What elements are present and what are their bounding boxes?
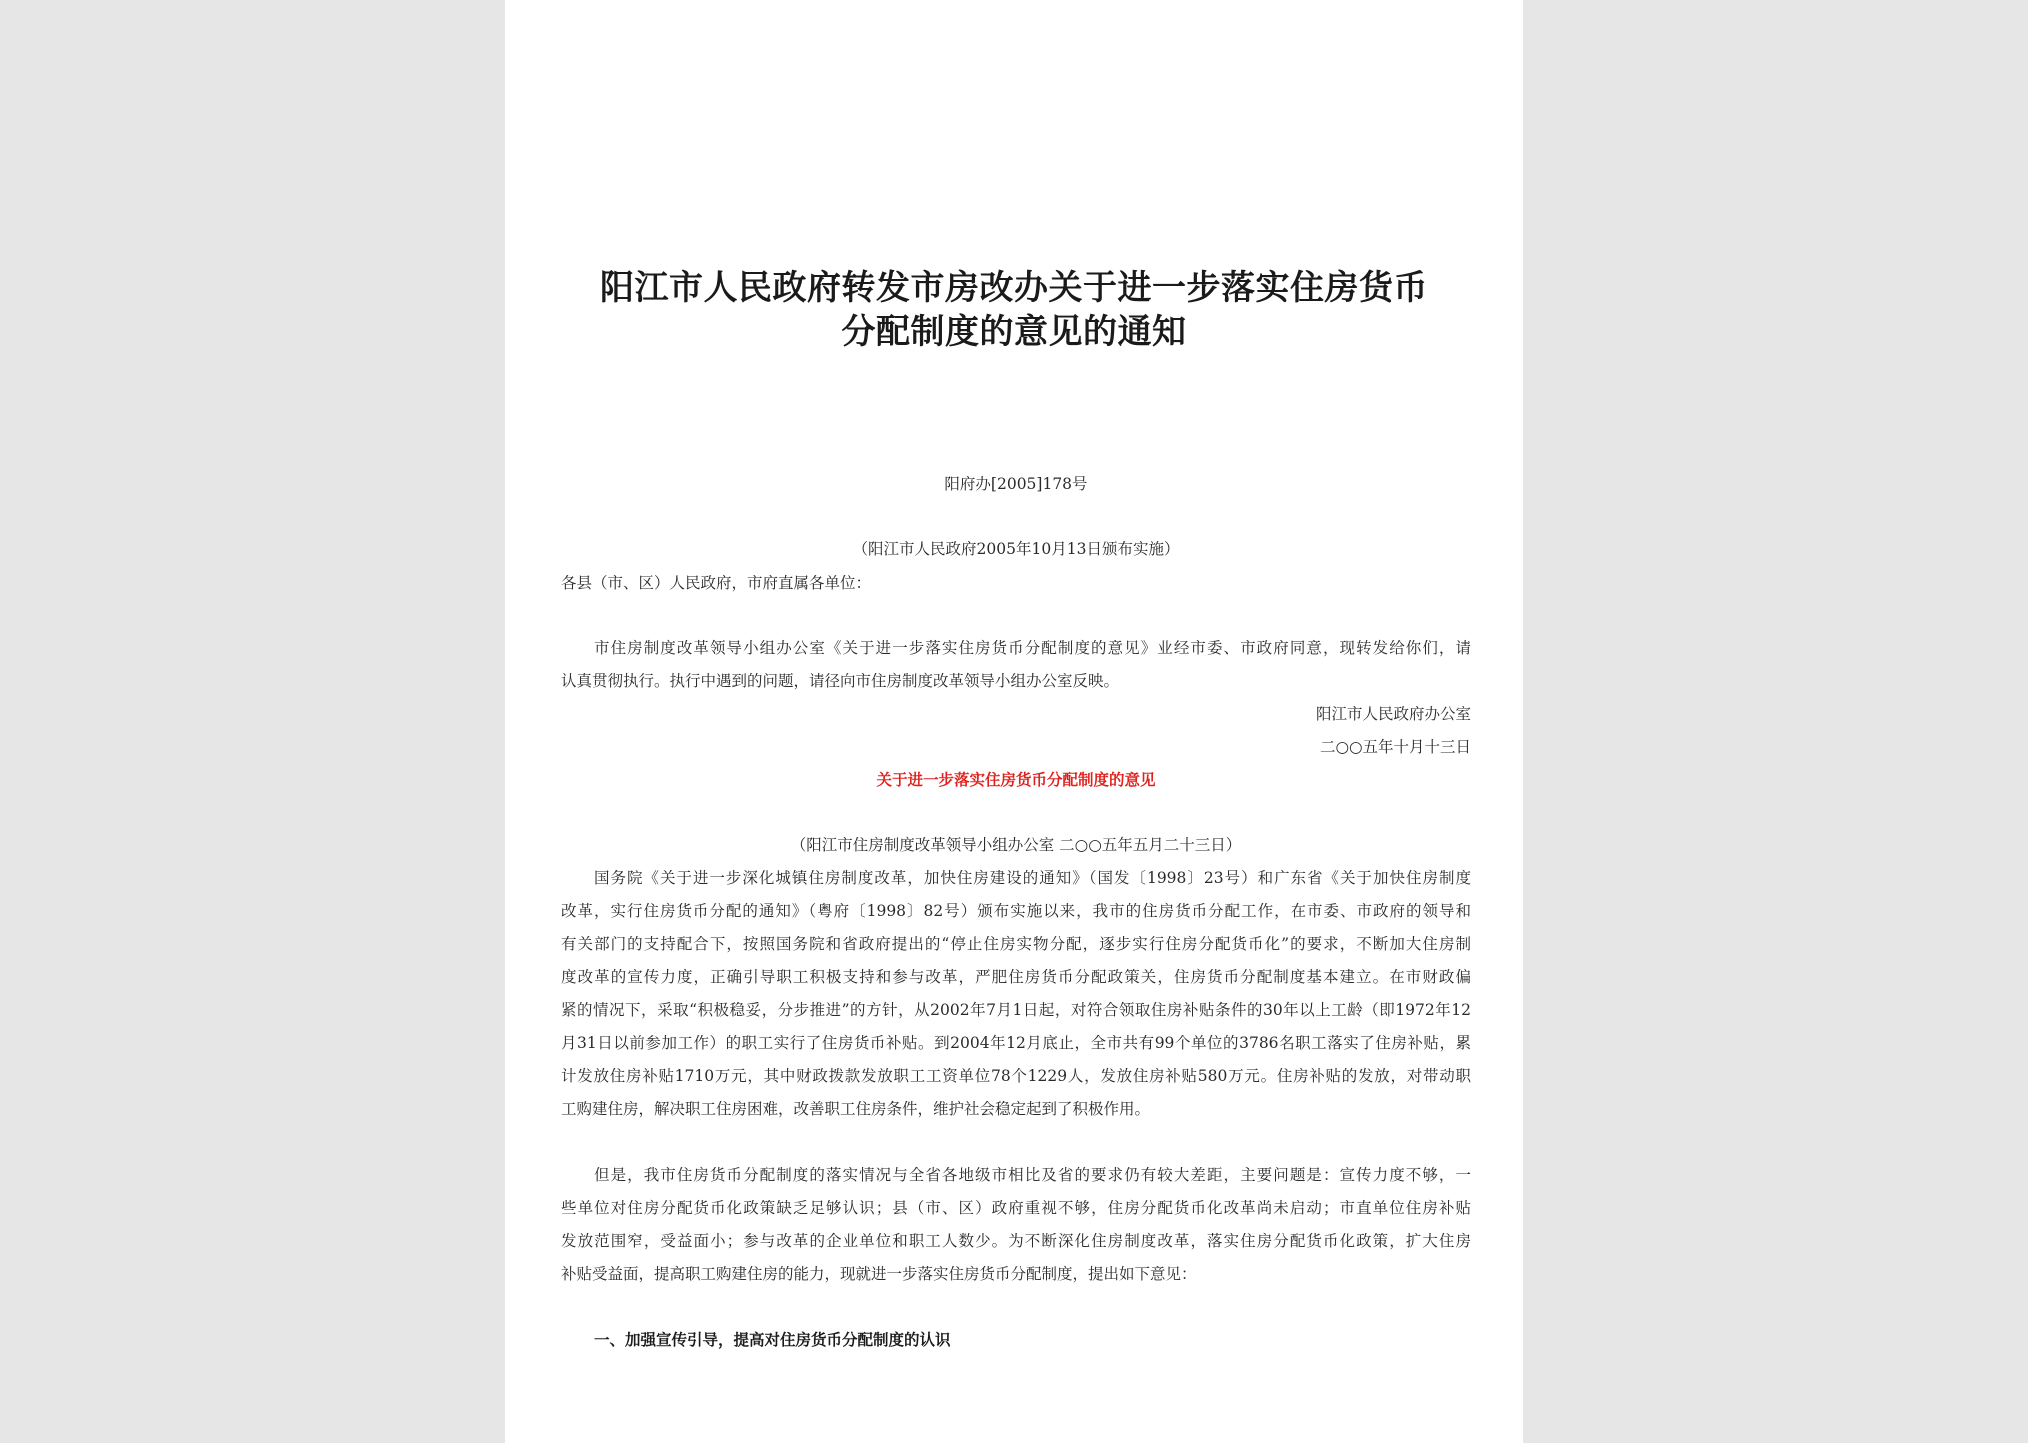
paragraph-1-line: 计发放住房补贴1710万元，其中财政拨款发放职工工资单位78个1229人，发放住房补贴580万元。住房补贴的发放，对带动职 (561, 1067, 1471, 1085)
paragraph-2-line: 发放范围窄，受益面小；参与改革的企业单位和职工人数少。为不断深化住房制度改革，落实住房分配货币化政策，扩大住房 (561, 1232, 1471, 1250)
notice-line: 市住房制度改革领导小组办公室《关于进一步落实住房货币分配制度的意见》业经市委、市政府同意，现转发给你们，请 (594, 639, 1471, 657)
notice-line: 认真贯彻执行。执行中遇到的问题，请径向市住房制度改革领导小组办公室反映。 (561, 672, 1120, 690)
document-page (505, 0, 1523, 1443)
opinion-source: （阳江市住房制度改革领导小组办公室 二○○五年五月二十三日） (790, 836, 1242, 854)
paragraph-2-line: 补贴受益面，提高职工购建住房的能力，现就进一步落实住房货币分配制度，提出如下意见： (561, 1265, 1197, 1283)
document-number: 阳府办[2005]178号 (944, 475, 1088, 493)
addressee: 各县（市、区）人民政府，市府直属各单位： (561, 574, 872, 592)
signature-date: 二○○五年十月十三日 (1319, 738, 1471, 756)
paragraph-1-line: 度改革的宣传力度，正确引导职工积极支持和参与改革，严肥住房货币分配政策关，住房货币分配制度基本建立。在市财政偏 (561, 968, 1471, 986)
paragraph-1-line: 改革，实行住房货币分配的通知》（粤府〔1998〕82号）颁布实施以来，我市的住房货币分配工作，在市委、市政府的领导和 (561, 902, 1471, 920)
section-1-heading: 一、加强宣传引导，提高对住房货币分配制度的认识 (594, 1330, 951, 1349)
opinion-title: 关于进一步落实住房货币分配制度的意见 (876, 770, 1156, 789)
paragraph-1-line: 紧的情况下，采取“积极稳妥，分步推进”的方针，从2002年7月1日起，对符合领取住房补贴条件的30年以上工龄（即1972年12 (561, 1001, 1471, 1019)
document-title-line-2: 分配制度的意见的通知 (841, 312, 1187, 352)
signature: 阳江市人民政府办公室 (1315, 705, 1471, 723)
paragraph-1-line: 工购建住房，解决职工住房困难，改善职工住房条件，维护社会稳定起到了积极作用。 (561, 1100, 1151, 1118)
paragraph-1-line: 月31日以前参加工作）的职工实行了住房货币补贴。到2004年12月底止，全市共有99个单位的3786名职工落实了住房补贴，累 (561, 1034, 1471, 1052)
paragraph-2-line: 但是，我市住房货币分配制度的落实情况与全省各地级市相比及省的要求仍有较大差距，主要问题是：宣传力度不够，一 (594, 1166, 1471, 1184)
paragraph-1-line: 国务院《关于进一步深化城镇住房制度改革，加快住房建设的通知》（国发〔1998〕23号）和广东省《关于加快住房制度 (594, 869, 1471, 887)
paragraph-1-line: 有关部门的支持配合下，按照国务院和省政府提出的“停止住房实物分配，逐步实行住房分配货币化”的要求，不断加大住房制 (561, 935, 1471, 953)
document-title-line-1: 阳江市人民政府转发市房改办关于进一步落实住房货币 (600, 268, 1428, 308)
paragraph-2-line: 些单位对住房分配货币化政策缺乏足够认识；县（市、区）政府重视不够，住房分配货币化改革尚未启动；市直单位住房补贴 (561, 1199, 1471, 1217)
issue-note: （阳江市人民政府2005年10月13日颁布实施） (852, 540, 1180, 558)
